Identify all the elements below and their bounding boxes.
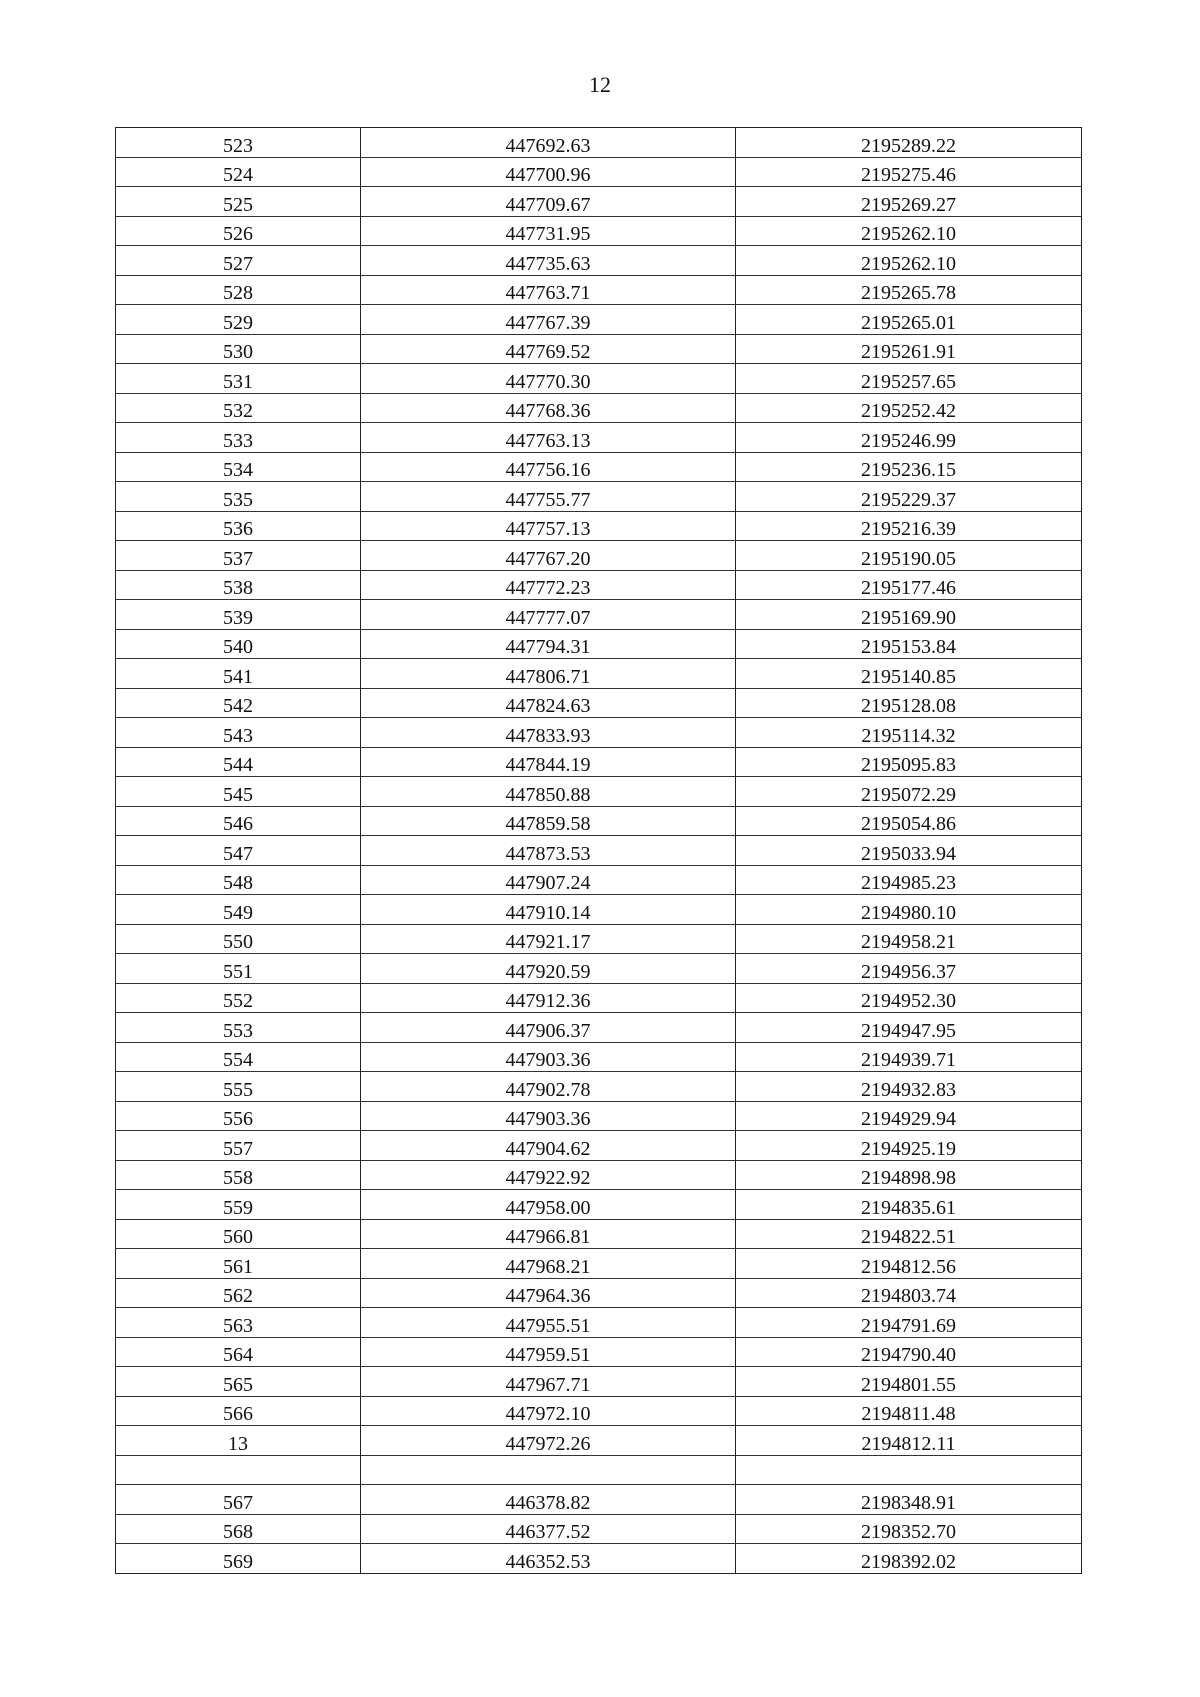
point-id-cell: 530 <box>116 334 361 364</box>
x-coordinate-cell: 447904.62 <box>361 1131 736 1161</box>
x-coordinate-cell: 447768.36 <box>361 393 736 423</box>
y-coordinate-cell: 2194956.37 <box>736 954 1082 984</box>
point-id-cell: 569 <box>116 1544 361 1574</box>
x-coordinate-cell: 447903.36 <box>361 1101 736 1131</box>
table-row <box>116 1101 1082 1131</box>
point-id-cell: 549 <box>116 895 361 925</box>
x-coordinate-cell: 447824.63 <box>361 688 736 718</box>
point-id-cell: 540 <box>116 629 361 659</box>
x-coordinate-cell: 446377.52 <box>361 1514 736 1544</box>
table-row <box>116 1367 1082 1397</box>
x-coordinate-cell: 447922.92 <box>361 1160 736 1190</box>
point-id-cell: 557 <box>116 1131 361 1161</box>
table-row <box>116 1190 1082 1220</box>
table-row <box>116 1308 1082 1338</box>
point-id-cell: 556 <box>116 1101 361 1131</box>
point-id-cell: 538 <box>116 570 361 600</box>
point-id-cell: 537 <box>116 541 361 571</box>
point-id-cell: 546 <box>116 806 361 836</box>
point-id-cell: 552 <box>116 983 361 1013</box>
table-row <box>116 688 1082 718</box>
y-coordinate-cell: 2195128.08 <box>736 688 1082 718</box>
point-id-cell: 545 <box>116 777 361 807</box>
x-coordinate-cell: 447767.39 <box>361 305 736 335</box>
table-row <box>116 777 1082 807</box>
table-row <box>116 157 1082 187</box>
x-coordinate-cell: 447920.59 <box>361 954 736 984</box>
y-coordinate-cell: 2195216.39 <box>736 511 1082 541</box>
table-row <box>116 570 1082 600</box>
page-number: 12 <box>589 72 611 97</box>
y-coordinate-cell: 2194791.69 <box>736 1308 1082 1338</box>
point-id-cell: 547 <box>116 836 361 866</box>
y-coordinate-cell: 2195246.99 <box>736 423 1082 453</box>
x-coordinate-cell: 447910.14 <box>361 895 736 925</box>
x-coordinate-cell: 446378.82 <box>361 1485 736 1515</box>
table-row <box>116 364 1082 394</box>
table-row <box>116 1544 1082 1574</box>
table-row <box>116 541 1082 571</box>
y-coordinate-cell: 2194822.51 <box>736 1219 1082 1249</box>
x-coordinate-cell: 447755.77 <box>361 482 736 512</box>
point-id-cell <box>116 1455 361 1485</box>
point-id-cell: 541 <box>116 659 361 689</box>
x-coordinate-cell: 447763.71 <box>361 275 736 305</box>
y-coordinate-cell: 2195177.46 <box>736 570 1082 600</box>
point-id-cell: 529 <box>116 305 361 335</box>
table-row <box>116 393 1082 423</box>
x-coordinate-cell: 447735.63 <box>361 246 736 276</box>
y-coordinate-cell: 2198348.91 <box>736 1485 1082 1515</box>
point-id-cell: 558 <box>116 1160 361 1190</box>
table-row <box>116 511 1082 541</box>
x-coordinate-cell: 447966.81 <box>361 1219 736 1249</box>
table-row <box>116 187 1082 217</box>
y-coordinate-cell: 2195054.86 <box>736 806 1082 836</box>
point-id-cell: 564 <box>116 1337 361 1367</box>
table-row <box>116 246 1082 276</box>
table-row <box>116 895 1082 925</box>
point-id-cell: 523 <box>116 128 361 158</box>
table-row <box>116 629 1082 659</box>
point-id-cell: 566 <box>116 1396 361 1426</box>
table-row <box>116 482 1082 512</box>
x-coordinate-cell: 447850.88 <box>361 777 736 807</box>
table-row <box>116 1072 1082 1102</box>
point-id-cell: 565 <box>116 1367 361 1397</box>
x-coordinate-cell: 447806.71 <box>361 659 736 689</box>
y-coordinate-cell: 2195261.91 <box>736 334 1082 364</box>
point-id-cell: 542 <box>116 688 361 718</box>
table-row <box>116 1249 1082 1279</box>
table-row <box>116 600 1082 630</box>
y-coordinate-cell: 2195257.65 <box>736 364 1082 394</box>
y-coordinate-cell: 2194925.19 <box>736 1131 1082 1161</box>
point-id-cell: 555 <box>116 1072 361 1102</box>
x-coordinate-cell: 447903.36 <box>361 1042 736 1072</box>
table-row <box>116 1219 1082 1249</box>
point-id-cell: 539 <box>116 600 361 630</box>
x-coordinate-cell: 447907.24 <box>361 865 736 895</box>
table-row <box>116 659 1082 689</box>
table-row <box>116 865 1082 895</box>
point-id-cell: 561 <box>116 1249 361 1279</box>
x-coordinate-cell: 447959.51 <box>361 1337 736 1367</box>
x-coordinate-cell: 447833.93 <box>361 718 736 748</box>
y-coordinate-cell: 2194812.56 <box>736 1249 1082 1279</box>
y-coordinate-cell: 2195229.37 <box>736 482 1082 512</box>
y-coordinate-cell: 2194939.71 <box>736 1042 1082 1072</box>
x-coordinate-cell: 447756.16 <box>361 452 736 482</box>
point-id-cell: 535 <box>116 482 361 512</box>
table-row <box>116 1160 1082 1190</box>
y-coordinate-cell: 2195269.27 <box>736 187 1082 217</box>
x-coordinate-cell: 447921.17 <box>361 924 736 954</box>
x-coordinate-cell: 447794.31 <box>361 629 736 659</box>
x-coordinate-cell: 447731.95 <box>361 216 736 246</box>
table-row <box>116 128 1082 158</box>
table-row <box>116 1278 1082 1308</box>
table-row <box>116 806 1082 836</box>
point-id-cell: 527 <box>116 246 361 276</box>
x-coordinate-cell: 447700.96 <box>361 157 736 187</box>
y-coordinate-cell: 2194801.55 <box>736 1367 1082 1397</box>
y-coordinate-cell: 2194803.74 <box>736 1278 1082 1308</box>
y-coordinate-cell: 2194790.40 <box>736 1337 1082 1367</box>
table-row <box>116 1396 1082 1426</box>
x-coordinate-cell: 447763.13 <box>361 423 736 453</box>
y-coordinate-cell: 2195265.01 <box>736 305 1082 335</box>
y-coordinate-cell: 2198392.02 <box>736 1544 1082 1574</box>
x-coordinate-cell: 447902.78 <box>361 1072 736 1102</box>
coordinates-table-body <box>116 128 1082 1574</box>
y-coordinate-cell: 2195289.22 <box>736 128 1082 158</box>
y-coordinate-cell: 2195072.29 <box>736 777 1082 807</box>
y-coordinate-cell: 2195262.10 <box>736 216 1082 246</box>
x-coordinate-cell: 447767.20 <box>361 541 736 571</box>
x-coordinate-cell: 447859.58 <box>361 806 736 836</box>
y-coordinate-cell: 2194929.94 <box>736 1101 1082 1131</box>
table-row <box>116 423 1082 453</box>
table-row <box>116 983 1082 1013</box>
x-coordinate-cell: 447769.52 <box>361 334 736 364</box>
x-coordinate-cell: 446352.53 <box>361 1544 736 1574</box>
table-row <box>116 1337 1082 1367</box>
y-coordinate-cell: 2195095.83 <box>736 747 1082 777</box>
table-row <box>116 924 1082 954</box>
point-id-cell: 553 <box>116 1013 361 1043</box>
table-row <box>116 836 1082 866</box>
y-coordinate-cell: 2194898.98 <box>736 1160 1082 1190</box>
point-id-cell: 533 <box>116 423 361 453</box>
x-coordinate-cell: 447844.19 <box>361 747 736 777</box>
y-coordinate-cell: 2194952.30 <box>736 983 1082 1013</box>
y-coordinate-cell: 2195169.90 <box>736 600 1082 630</box>
table-row <box>116 216 1082 246</box>
x-coordinate-cell: 447964.36 <box>361 1278 736 1308</box>
point-id-cell: 554 <box>116 1042 361 1072</box>
y-coordinate-cell: 2198352.70 <box>736 1514 1082 1544</box>
table-row <box>116 1042 1082 1072</box>
x-coordinate-cell: 447906.37 <box>361 1013 736 1043</box>
x-coordinate-cell: 447912.36 <box>361 983 736 1013</box>
x-coordinate-cell: 447770.30 <box>361 364 736 394</box>
point-id-cell: 551 <box>116 954 361 984</box>
table-row <box>116 1426 1082 1456</box>
y-coordinate-cell: 2195033.94 <box>736 836 1082 866</box>
point-id-cell: 531 <box>116 364 361 394</box>
table-row <box>116 747 1082 777</box>
x-coordinate-cell: 447757.13 <box>361 511 736 541</box>
x-coordinate-cell: 447972.10 <box>361 1396 736 1426</box>
y-coordinate-cell: 2195275.46 <box>736 157 1082 187</box>
point-id-cell: 560 <box>116 1219 361 1249</box>
table-row <box>116 1455 1082 1485</box>
y-coordinate-cell: 2195153.84 <box>736 629 1082 659</box>
point-id-cell: 563 <box>116 1308 361 1338</box>
x-coordinate-cell: 447873.53 <box>361 836 736 866</box>
x-coordinate-cell <box>361 1455 736 1485</box>
y-coordinate-cell: 2195252.42 <box>736 393 1082 423</box>
x-coordinate-cell: 447955.51 <box>361 1308 736 1338</box>
y-coordinate-cell: 2194811.48 <box>736 1396 1082 1426</box>
table-row <box>116 1514 1082 1544</box>
point-id-cell: 13 <box>116 1426 361 1456</box>
table-row <box>116 718 1082 748</box>
point-id-cell: 532 <box>116 393 361 423</box>
x-coordinate-cell: 447709.67 <box>361 187 736 217</box>
point-id-cell: 528 <box>116 275 361 305</box>
y-coordinate-cell: 2195262.10 <box>736 246 1082 276</box>
y-coordinate-cell: 2195236.15 <box>736 452 1082 482</box>
y-coordinate-cell: 2195265.78 <box>736 275 1082 305</box>
x-coordinate-cell: 447958.00 <box>361 1190 736 1220</box>
table-row <box>116 1013 1082 1043</box>
point-id-cell: 548 <box>116 865 361 895</box>
y-coordinate-cell: 2194980.10 <box>736 895 1082 925</box>
table-row <box>116 334 1082 364</box>
x-coordinate-cell: 447972.26 <box>361 1426 736 1456</box>
coordinates-table <box>115 127 1082 1574</box>
y-coordinate-cell: 2194947.95 <box>736 1013 1082 1043</box>
y-coordinate-cell: 2194985.23 <box>736 865 1082 895</box>
point-id-cell: 536 <box>116 511 361 541</box>
point-id-cell: 534 <box>116 452 361 482</box>
y-coordinate-cell: 2195190.05 <box>736 541 1082 571</box>
x-coordinate-cell: 447968.21 <box>361 1249 736 1279</box>
point-id-cell: 568 <box>116 1514 361 1544</box>
y-coordinate-cell: 2194958.21 <box>736 924 1082 954</box>
y-coordinate-cell: 2195114.32 <box>736 718 1082 748</box>
x-coordinate-cell: 447777.07 <box>361 600 736 630</box>
table-row <box>116 954 1082 984</box>
y-coordinate-cell: 2194812.11 <box>736 1426 1082 1456</box>
point-id-cell: 567 <box>116 1485 361 1515</box>
point-id-cell: 550 <box>116 924 361 954</box>
point-id-cell: 543 <box>116 718 361 748</box>
y-coordinate-cell: 2194835.61 <box>736 1190 1082 1220</box>
table-row <box>116 452 1082 482</box>
y-coordinate-cell <box>736 1455 1082 1485</box>
point-id-cell: 544 <box>116 747 361 777</box>
point-id-cell: 562 <box>116 1278 361 1308</box>
x-coordinate-cell: 447692.63 <box>361 128 736 158</box>
point-id-cell: 559 <box>116 1190 361 1220</box>
table-row <box>116 1131 1082 1161</box>
y-coordinate-cell: 2194932.83 <box>736 1072 1082 1102</box>
point-id-cell: 525 <box>116 187 361 217</box>
x-coordinate-cell: 447772.23 <box>361 570 736 600</box>
point-id-cell: 526 <box>116 216 361 246</box>
table-row <box>116 275 1082 305</box>
x-coordinate-cell: 447967.71 <box>361 1367 736 1397</box>
table-row <box>116 305 1082 335</box>
y-coordinate-cell: 2195140.85 <box>736 659 1082 689</box>
table-row <box>116 1485 1082 1515</box>
point-id-cell: 524 <box>116 157 361 187</box>
